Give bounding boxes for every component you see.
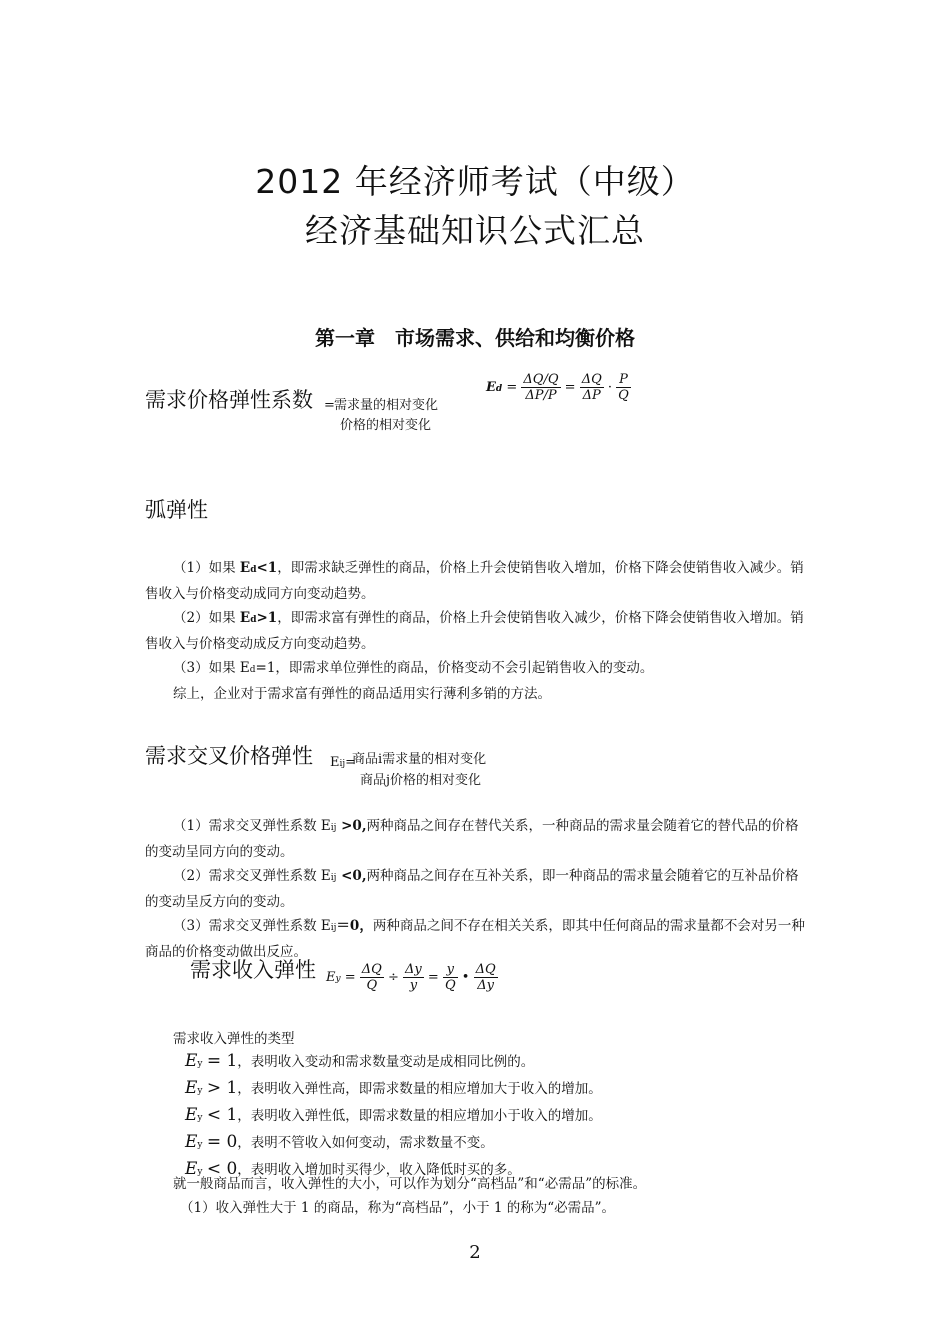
income-elasticity-formula: Ey = $\frac{\Delta Q}{Q}$ ÷ $\frac{\Delta y}{y}$ = $\frac{y}{Q}$ • $\frac{\Delta Q}{\Delta y}$	[326, 962, 496, 993]
income-type-4: Ey = 0，表明不管收入如何变动，需求数量不变。	[185, 1132, 494, 1152]
page-number: 2	[469, 1242, 481, 1263]
income-point-1: （1）收入弹性大于 1 的商品，称为“高档品”，小于 1 的称为“必需品”。	[180, 1200, 616, 1216]
cross-elasticity-list	[145, 814, 805, 964]
formula-lhs: E	[486, 380, 496, 395]
price-elasticity-numerator: 需求量的相对变化	[334, 398, 439, 413]
income-fraction-3: $\frac{y}{Q}$	[444, 962, 456, 993]
document-title-line2: 经济基础知识公式汇总	[305, 211, 645, 250]
price-elasticity-formula: Ed = $\frac{\Delta Q/Q}{\Delta P/P}$ = $\frac{\Delta Q}{\Delta P}$ · $\frac{P}{Q}$	[486, 372, 629, 403]
cross-item-1: （1）需求交叉弹性系数 Eij >0,两种商品之间存在替代关系，一种商品的需求量会随着它的替代品的价格的变动呈同方向的变动。	[145, 818, 799, 860]
cross-item-2: （2）需求交叉弹性系数 Eij <0,两种商品之间存在互补关系，即一种商品的需求量会随着它的互补品价格的变动呈反方向的变动。	[145, 868, 799, 910]
income-type-1: Ey = 1，表明收入变动和需求数量变动是成相同比例的。	[185, 1051, 535, 1071]
cross-elasticity-label: 需求交叉价格弹性	[145, 744, 313, 768]
income-fraction-1: $\frac{\Delta Q}{Q}$	[361, 962, 382, 993]
cross-elasticity-denominator: 商品j价格的相对变化	[360, 773, 482, 788]
income-type-3: Ey < 1，表明收入弹性低，即需求数量的相应增加小于收入的增加。	[185, 1105, 602, 1125]
formula-fraction-2: $\frac{\Delta Q}{\Delta P}$	[581, 372, 602, 403]
price-elasticity-denominator: 价格的相对变化	[340, 418, 432, 433]
arc-elasticity-list	[145, 556, 805, 706]
arc-summary: 综上，企业对于需求富有弹性的商品适用实行薄利多销的方法。	[173, 686, 551, 702]
arc-item-2: （2）如果 Ed>1，即需求富有弹性的商品，价格上升会使销售收入减少，价格下降会使销售收入增加。销售收入与价格变动成反方向变动趋势。	[145, 610, 804, 652]
income-fraction-2: $\frac{\Delta y}{y}$	[405, 962, 422, 993]
arc-item-3: （3）如果 Ed=1，即需求单位弹性的商品，价格变动不会引起销售收入的变动。	[173, 660, 654, 676]
income-type-5: Ey < 0，表明收入增加时买得少，收入降低时买的多。	[185, 1159, 521, 1179]
price-elasticity-eq-sign: =	[324, 398, 335, 413]
income-elasticity-label: 需求收入弹性	[190, 958, 316, 982]
income-types-heading: 需求收入弹性的类型	[173, 1031, 295, 1047]
document-title-line1: 2012 年经济师考试（中级）	[255, 162, 695, 201]
cross-elasticity-symbol: Eij=	[330, 755, 357, 770]
income-type-2: Ey > 1，表明收入弹性高，即需求数量的相应增加大于收入的增加。	[185, 1078, 602, 1098]
formula-fraction-3: $\frac{P}{Q}$	[618, 372, 629, 403]
income-fraction-4: $\frac{\Delta Q}{\Delta y}$	[475, 962, 496, 993]
cross-elasticity-numerator: 商品i需求量的相对变化	[352, 752, 487, 767]
income-types-list	[185, 1049, 805, 1184]
income-general-note: 就一般商品而言，收入弹性的大小，可以作为划分“高档品”和“必需品”的标准。	[173, 1176, 647, 1192]
formula-lhs-sub: d	[495, 384, 503, 394]
arc-elasticity-heading: 弧弹性	[145, 498, 208, 522]
price-elasticity-label: 需求价格弹性系数	[145, 388, 313, 412]
formula-fraction-1: $\frac{\Delta Q/Q}{\Delta P/P}$	[523, 372, 559, 403]
arc-item-1: （1）如果 Ed<1，即需求缺乏弹性的商品，价格上升会使销售收入增加，价格下降会使销售收入减少。销售收入与价格变动成同方向变动趋势。	[145, 560, 804, 602]
cross-item-3: （3）需求交叉弹性系数 Eij＝0，两种商品之间不存在相关关系，即其中任何商品的需求量都不会对另一种商品的价格变动做出反应。	[145, 918, 805, 960]
chapter-heading: 第一章 市场需求、供给和均衡价格	[315, 326, 635, 350]
